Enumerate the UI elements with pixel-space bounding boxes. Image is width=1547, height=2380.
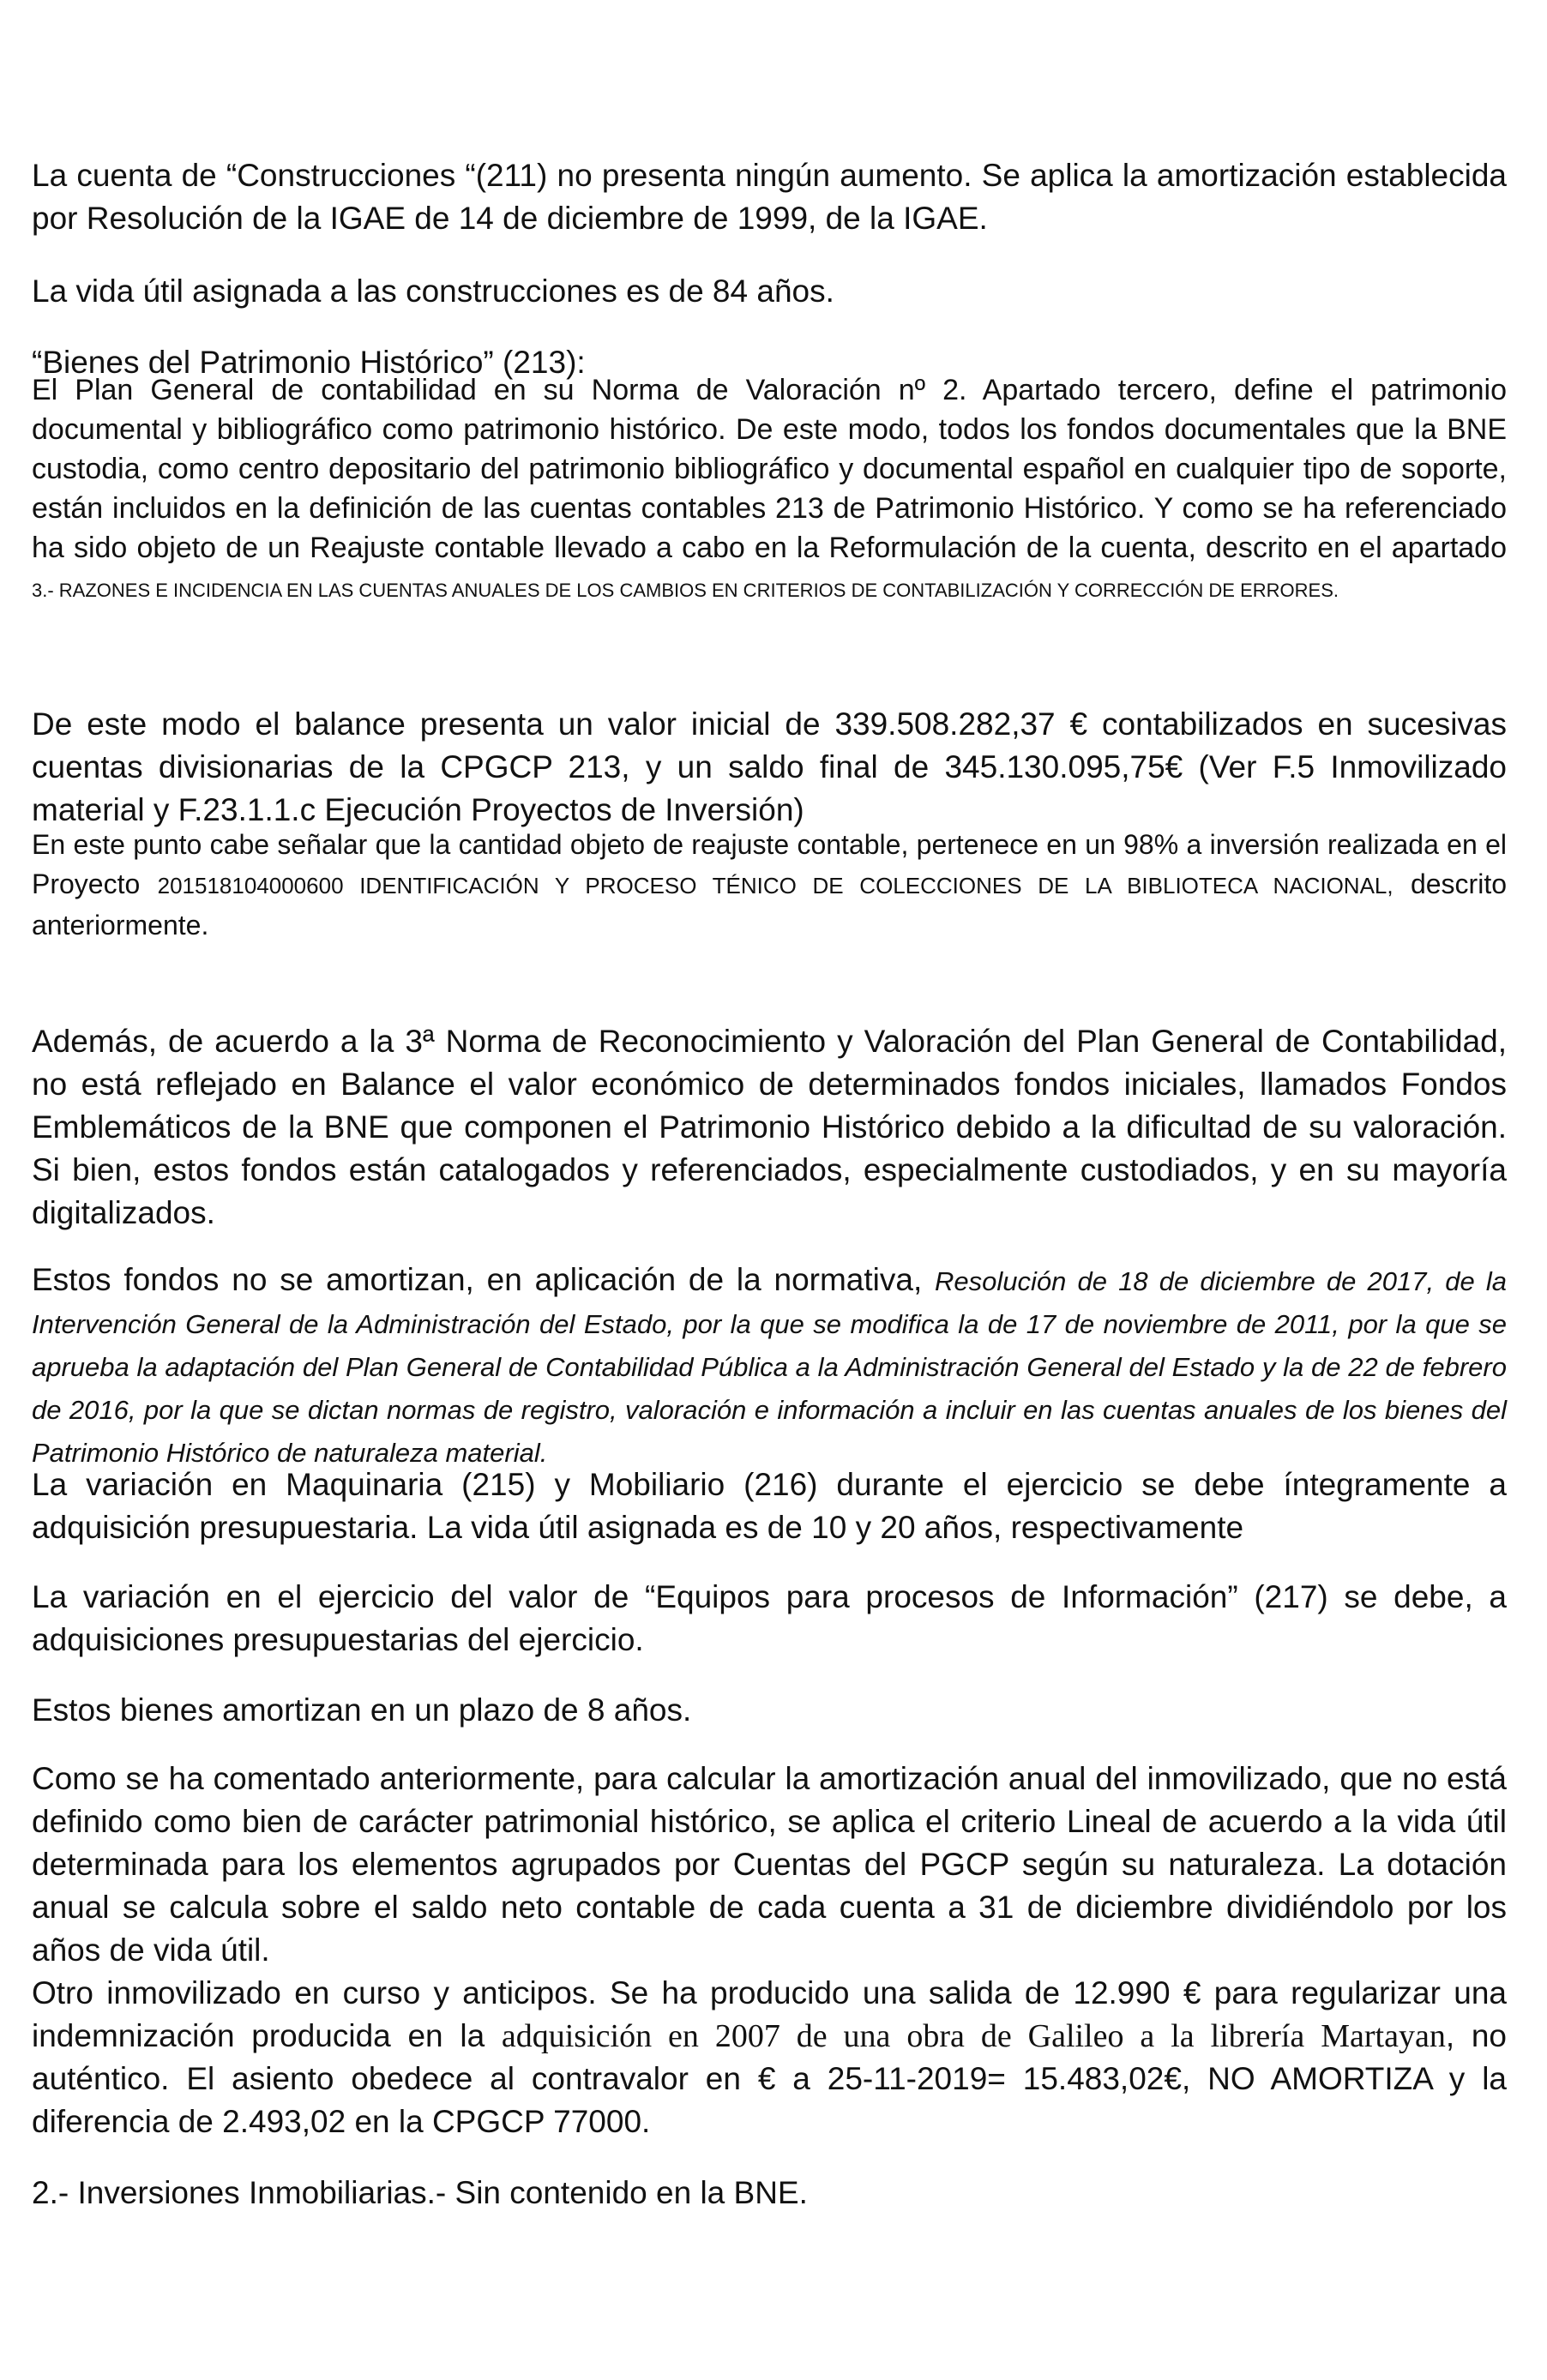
paragraph-vida-util: La vida útil asignada a las construcciones es de 84 años. xyxy=(32,273,834,309)
reajuste-end: descrito anteriormente. xyxy=(32,868,1508,941)
project-reference: 201518104000600 IDENTIFICACIÓN Y PROCESO TÉNICO DE COLECCIONES DE LA BIBLIOTECA NACIONAL, xyxy=(157,873,1394,899)
otro-inmovilizado-end: , no auténtico. El asiento obedece al contravalor en € a 25-11-2019= 15.483,02€, NO AMORTIZA y la diferencia de 2.493,02 en la CPGCP 77000. xyxy=(32,2018,1507,2139)
paragraph-balance: De este modo el balance presenta un valor inicial de 339.508.282,37 € contabilizados en sucesivas cuentas divisionarias de la CPGCP 213, y un saldo final de 345.130.095,75€ (Ver F.5 Inmovilizado material y F.23.1.1.c Ejecución Proyectos de Inversión) xyxy=(32,706,1507,827)
paragraph-construcciones: La cuenta de “Construcciones “(211) no presenta ningún aumento. Se aplica la amortización establecida por Resolución de la IGAE de 14 de diciembre de 1999, de la IGAE. xyxy=(32,158,1507,236)
otro-inmovilizado-text: Otro inmovilizado en curso y anticipos. Se ha producido una salida de 12.990 € para regularizar una indemnización producida en la xyxy=(32,1975,1507,2053)
paragraph-maquinaria: La variación en Maquinaria (215) y Mobiliario (216) durante el ejercicio se debe íntegramente a adquisición presupuestaria. La vida útil asignada es de 10 y 20 años, respectivamente xyxy=(32,1467,1507,1545)
reajuste-text: En este punto cabe señalar que la cantidad objeto de reajuste contable, pertenece en un 98% a inversión realizada en el Proyecto xyxy=(32,829,1507,899)
resolucion-citation: Resolución de 18 de diciembre de 2017, de la Intervención General de la Administración del Estado, por la que se modifica la de 17 de noviembre de 2011, por la que se aprueba la adaptación del Plan General de Contabilidad Pública a la Administración General del Estado y la de 22 de febrero de 2016, por la que se dictan normas de registro, valoración e información a incluir en las cuentas anuales de los bienes del Patrimonio Histórico de naturaleza material. xyxy=(32,1266,1508,1468)
heading-bienes-patrimonio: “Bienes del Patrimonio Histórico” (213): xyxy=(32,345,586,380)
paragraph-otro-inmovilizado xyxy=(32,1972,1507,2143)
paragraph-fondos-emblematicos: Además, de acuerdo a la 3ª Norma de Reconocimiento y Valoración del Plan General de Contabilidad, no está reflejado en Balance el valor económico de determinados fondos iniciales, llamados Fondos Emblemáticos de la BNE que componen el Patrimonio Histórico debido a la dificultad de su valoración. Si bien, estos fondos están catalogados y referenciados, especialmente custodiados, y en su mayoría digitalizados. xyxy=(32,1024,1507,1230)
paragraph-no-amortizan xyxy=(32,1259,1507,1473)
plan-general-text: El Plan General de contabilidad en su Norma de Valoración nº 2. Apartado tercero, define el patrimonio documental y bibliográfico como patrimonio histórico. De este modo, todos los fondos documentales que la BNE custodia, como centro depositario del patrimonio bibliográfico y documental español en cualquier tipo de soporte, están incluidos en la definición de las cuentas contables 213 de Patrimonio Histórico. Y como se ha referenciado ha sido objeto de un Reajuste contable llevado a cabo en la Reformulación de la cuenta, descrito en el apartado xyxy=(32,374,1507,564)
paragraph-equipos: La variación en el ejercicio del valor de “Equipos para procesos de Información” (217) se debe, a adquisiciones presupuestarias del ejercicio. xyxy=(32,1579,1507,1657)
galileo-reference: adquisición en 2007 de una obra de Galileo a la librería Martayan xyxy=(501,2018,1446,2054)
paragraph-inversiones-inmobiliarias: 2.- Inversiones Inmobiliarias.- Sin contenido en la BNE. xyxy=(32,2175,808,2210)
no-amortizan-text: Estos fondos no se amortizan, en aplicación de la normativa, xyxy=(32,1262,936,1297)
section-reference: 3.- RAZONES E INCIDENCIA EN LAS CUENTAS ANUALES DE LOS CAMBIOS EN CRITERIOS DE CONTABILIZACIÓN Y CORRECCIÓN DE ERRORES. xyxy=(32,580,1339,601)
paragraph-reajuste xyxy=(32,825,1507,945)
paragraph-plan-general xyxy=(32,370,1507,610)
paragraph-amortizacion-anual: Como se ha comentado anteriormente, para calcular la amortización anual del inmovilizado, que no está definido como bien de carácter patrimonial histórico, se aplica el criterio Lineal de acuerdo a la vida útil determinada para los elementos agrupados por Cuentas del PGCP según su naturaleza. La dotación anual se calcula sobre el saldo neto contable de cada cuenta a 31 de diciembre dividiéndolo por los años de vida útil. xyxy=(32,1761,1507,1968)
paragraph-plazo: Estos bienes amortizan en un plazo de 8 años. xyxy=(32,1692,692,1728)
